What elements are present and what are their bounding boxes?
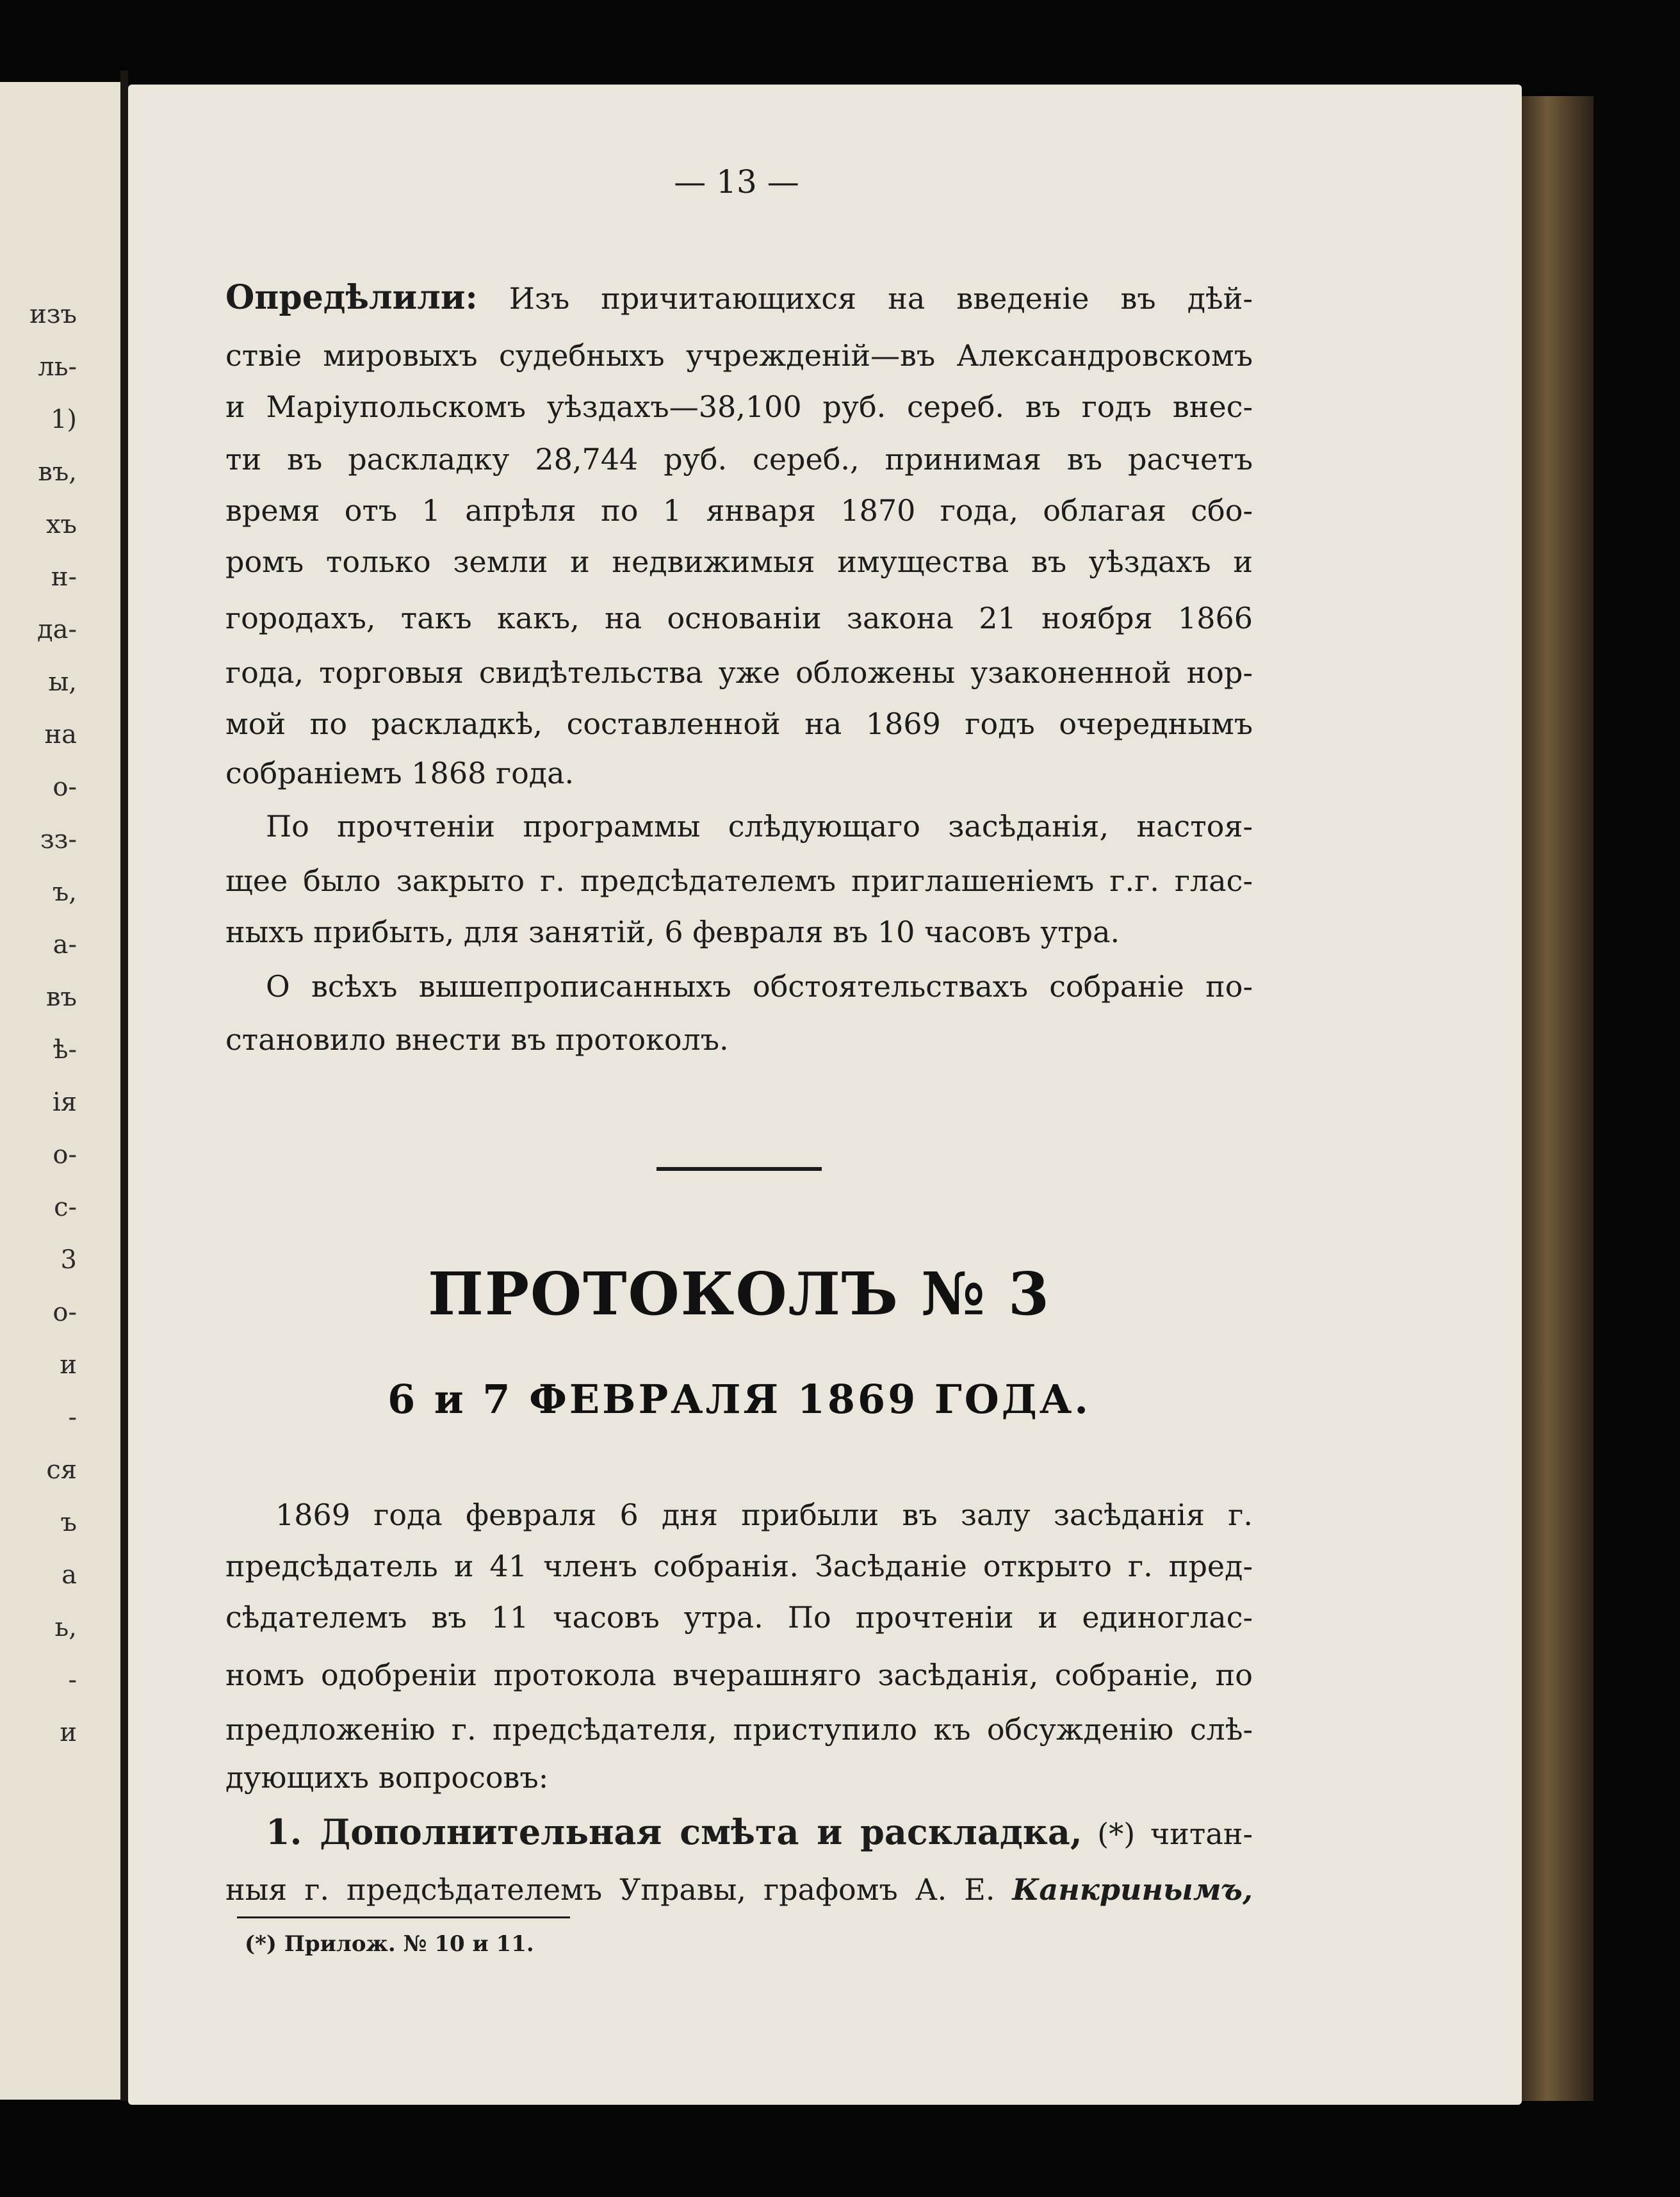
page-number: — 13 — [674,163,799,200]
para2-line: щее было закрыто г. предсѣдателемъ приглашеніемъ г.г. глас- [225,863,1253,898]
left-page-fragment: и [60,1350,77,1380]
left-page-fragment: ь, [54,1613,77,1642]
para1-line: собраніемъ 1868 года. [225,756,575,790]
footnote: (*) Прилож. № 10 и 11. [245,1931,534,1957]
left-page-edge [0,82,120,2100]
para1-line: года, торговыя свидѣтельства уже обложены узаконенной нор- [225,655,1253,690]
protocol-date: 6 и 7 ФЕВРАЛЯ 1869 ГОДА. [387,1376,1091,1423]
para1-line: городахъ, такъ какъ, на основаніи закона 21 ноября 1866 [225,601,1253,635]
para1-line: время отъ 1 апрѣля по 1 января 1870 года, облагая сбо- [225,493,1253,528]
footnote-rule [237,1916,570,1918]
left-page-fragment: ъ, [52,878,77,907]
para4-line: 1869 года февраля 6 дня прибыли въ залу засѣданія г. [275,1498,1253,1532]
left-page-fragment: о- [53,1298,77,1327]
item1-line [266,1803,1253,1863]
para1-line: и Маріупольскомъ уѣздахъ—38,100 руб. сереб. въ годъ внес- [225,389,1253,424]
left-page-fragment: изъ [29,300,77,329]
item1-person-name: Канкринымъ, [1012,1872,1253,1907]
left-page-fragment: 1) [50,405,77,434]
left-page-fragment: да- [37,615,77,644]
book-gutter [120,70,128,2101]
para1-line: ромъ только земли и недвижимыя имущества въ уѣздахъ и [225,544,1253,579]
left-page-fragment: ы, [48,667,77,697]
left-page-fragment: хъ [45,510,77,539]
left-page-fragment: ъ [60,1508,77,1537]
left-page-fragment: зз- [40,825,77,854]
left-page-fragment: а [61,1560,77,1590]
left-page-fragment: а- [53,930,77,960]
para4-line: предложенію г. предсѣдателя, приступило къ обсужденію слѣ- [225,1712,1253,1747]
left-page-fragment: о- [53,1140,77,1170]
left-page-fragment: въ [46,983,77,1012]
left-page-fragment: с- [54,1193,77,1222]
para2-line: По прочтеніи программы слѣдующаго засѣданія, настоя- [266,809,1253,844]
left-page-fragment: въ, [38,457,77,487]
left-page-fragment: 3 [60,1245,77,1275]
left-page-fragment: ся [46,1455,77,1485]
item1-text: ныя г. предсѣдателемъ Управы, графомъ А. Е. [225,1872,995,1907]
protocol-heading: ПРОТОКОЛЪ № 3 [427,1259,1051,1328]
left-page-fragment: ія [52,1088,77,1117]
para1-line: мой по раскладкѣ, составленной на 1869 годъ очереднымъ [225,706,1253,741]
left-page-fragment: - [68,1665,77,1695]
item1-text: (*) читан- [1097,1817,1253,1851]
para3-line: О всѣхъ вышепрописанныхъ обстоятельствахъ собраніе по- [266,969,1253,1004]
item1-line [225,1861,1253,1918]
left-page-fragments [0,288,77,1759]
para4-line: предсѣдатель и 41 членъ собранія. Засѣданіе открыто г. пред- [225,1549,1253,1583]
book-edge [1522,96,1594,2101]
para3-line: становило внести въ протоколъ. [225,1022,729,1057]
para1-line1-text: Изъ причитающихся на введеніе въ дѣй- [509,281,1253,316]
para1-line: ти въ раскладку 28,744 руб. сереб., принимая въ расчетъ [225,442,1253,477]
left-page-fragment: на [44,720,77,749]
section-divider [657,1167,822,1171]
left-page-fragment: и [60,1718,77,1747]
para4-line: дующихъ вопросовъ: [225,1760,549,1795]
para1-line: ствіе мировыхъ судебныхъ учрежденій—въ Александровскомъ [225,338,1253,373]
item1-lead: 1. Дополнительная смѣта и раскладка, [266,1811,1082,1852]
para1-line [225,269,1253,327]
left-page-fragment: о- [53,772,77,802]
para4-line: сѣдателемъ въ 11 часовъ утра. По прочтеніи и единоглас- [225,1600,1253,1635]
left-page-fragment: ль- [38,352,77,382]
para2-line: ныхъ прибыть, для занятій, 6 февраля въ 10 часовъ утра. [225,915,1120,949]
left-page-fragment: ѣ- [53,1035,77,1065]
left-page-fragment: - [68,1403,77,1432]
para4-line: номъ одобреніи протокола вчерашняго засѣданія, собраніе, по [225,1658,1253,1692]
left-page-fragment: н- [51,562,77,592]
para1-lead: Опредѣлили: [225,278,478,317]
